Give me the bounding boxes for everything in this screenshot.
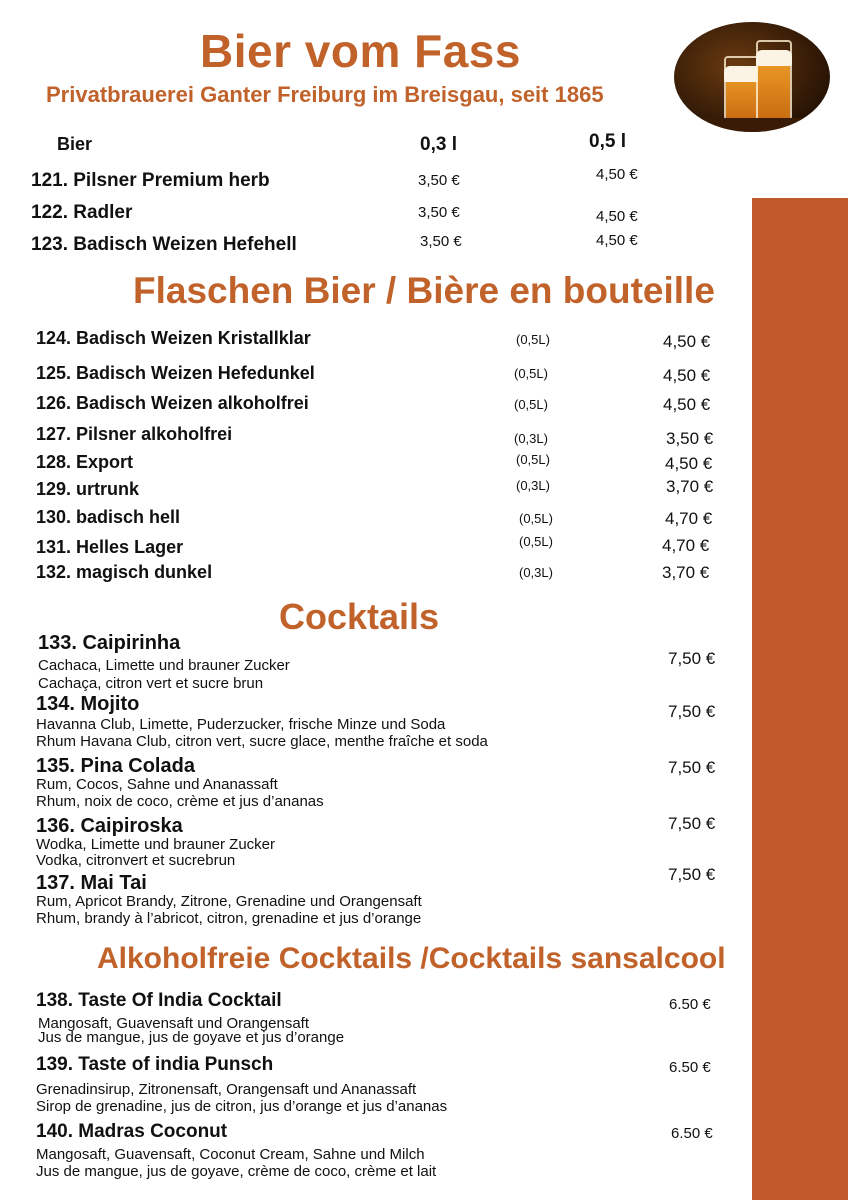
menu-item-price: 7,50 € [668, 758, 716, 777]
menu-item-name: 140. Madras Coconut [36, 1121, 228, 1142]
menu-item-description-fr: Jus de mangue, jus de goyave, crème de coco, crème et lait [36, 1163, 437, 1180]
menu-item-volume: (0,5L) [519, 534, 553, 549]
menu-item-price: 4,50 € [663, 395, 711, 414]
menu-item-description-de: Mangosaft, Guavensaft und Orangensaft [38, 1015, 310, 1032]
menu-item-price: 7,50 € [668, 865, 716, 884]
menu-item-price: 3,70 € [666, 477, 714, 496]
draft-label: Bier [57, 134, 93, 154]
menu-item-price: 3,50 € [418, 204, 460, 221]
menu-item-description-de: Cachaca, Limette und brauner Zucker [38, 657, 290, 674]
menu-item-volume: (0,5L) [519, 511, 553, 526]
menu-item-description-de: Rum, Cocos, Sahne und Ananassaft [36, 776, 278, 793]
menu-item-price: 4,50 € [663, 366, 711, 385]
menu-item-description-de: Grenadinsirup, Zitronensaft, Orangensaft und Ananassaft [36, 1081, 417, 1098]
menu-item-name: 130. badisch hell [36, 507, 181, 527]
menu-item-description-fr: Sirop de grenadine, jus de citron, jus d’orange et jus d’ananas [36, 1098, 448, 1115]
menu-item-name: 123. Badisch Weizen Hefehell [31, 234, 297, 255]
col-05: 0,5 l [589, 131, 626, 152]
menu-item-description-de: Havanna Club, Limette, Puderzucker, frische Minze und Soda [36, 716, 446, 733]
col-03: 0,3 l [420, 134, 457, 155]
menu-item-name: 126. Badisch Weizen alkoholfrei [36, 393, 309, 413]
menu-item-volume: (0,5L) [514, 397, 548, 412]
menu-item-name: 122. Radler [31, 202, 133, 223]
menu-item-price: 4,50 € [596, 232, 638, 249]
menu-item-price: 7,50 € [668, 702, 716, 721]
menu-item-description-de: Mangosaft, Guavensaft, Coconut Cream, Sahne und Milch [36, 1146, 425, 1163]
menu-item-name: 139. Taste of india Punsch [36, 1054, 274, 1075]
menu-item-volume: (0,3L) [514, 431, 548, 446]
menu-item-name: 125. Badisch Weizen Hefedunkel [36, 363, 315, 383]
menu-item-description-fr: Jus de mangue, jus de goyave et jus d’orange [38, 1029, 345, 1046]
menu-item-name: 135. Pina Colada [36, 755, 195, 777]
beer-glasses-photo [674, 22, 830, 132]
menu-item-price: 4,50 € [596, 166, 638, 183]
menu-item-price: 6.50 € [669, 996, 711, 1013]
menu-item-price: 6.50 € [671, 1125, 713, 1142]
menu-item-name: 128. Export [36, 452, 134, 472]
page-title: Bier vom Fass [200, 25, 521, 77]
menu-item-volume: (0,3L) [519, 565, 553, 580]
menu-item-price: 3,70 € [662, 563, 710, 582]
section-heading: Flaschen Bier / Bière en bouteille [133, 270, 715, 311]
menu-item-name: 127. Pilsner alkoholfrei [36, 424, 233, 444]
menu-item-price: 4,70 € [665, 509, 713, 528]
menu-item-description-de: Wodka, Limette und brauner Zucker [36, 836, 276, 853]
menu-item-price: 7,50 € [668, 649, 716, 668]
menu-item-volume: (0,5L) [516, 452, 550, 467]
section-heading: Alkoholfreie Cocktails /Cocktails sansalcool [97, 942, 726, 975]
menu-item-name: 124. Badisch Weizen Kristallklar [36, 328, 311, 348]
menu-item-name: 132. magisch dunkel [36, 562, 213, 582]
menu-item-name: 131. Helles Lager [36, 537, 184, 557]
menu-item-description-fr: Cachaça, citron vert et sucre brun [38, 675, 264, 692]
menu-item-price: 4,50 € [663, 332, 711, 351]
menu-item-description-fr: Rhum, noix de coco, crème et jus d’ananas [36, 793, 324, 810]
menu-item-description-de: Rum, Apricot Brandy, Zitrone, Grenadine und Orangensaft [36, 893, 422, 910]
menu-item-price: 3,50 € [420, 233, 462, 250]
section-heading: Cocktails [279, 596, 440, 637]
menu-item-price: 3,50 € [666, 429, 714, 448]
page-subtitle: Privatbrauerei Ganter Freiburg im Breisgau, seit 1865 [46, 82, 604, 107]
menu-item-price: 4,50 € [665, 454, 713, 473]
menu-item-name: 138. Taste Of India Cocktail [36, 990, 282, 1011]
menu-item-volume: (0,3L) [516, 478, 550, 493]
menu-item-name: 136. Caipiroska [36, 815, 183, 837]
menu-item-name: 129. urtrunk [36, 479, 140, 499]
menu-item-name: 134. Mojito [36, 693, 140, 715]
menu-item-volume: (0,5L) [514, 366, 548, 381]
menu-item-volume: (0,5L) [516, 332, 550, 347]
menu-item-price: 6.50 € [669, 1059, 711, 1076]
menu-item-description-fr: Rhum, brandy à l’abricot, citron, grenadine et jus d’orange [36, 910, 422, 927]
menu-item-price: 4,70 € [662, 536, 710, 555]
menu-item-name: 133. Caipirinha [38, 632, 181, 654]
menu-item-price: 3,50 € [418, 172, 460, 189]
menu-item-description-fr: Rhum Havana Club, citron vert, sucre glace, menthe fraîche et soda [36, 733, 488, 750]
menu-item-name: 137. Mai Tai [36, 872, 147, 894]
menu-item-name: 121. Pilsner Premium herb [31, 170, 270, 191]
menu-item-description-fr: Vodka, citronvert et sucrebrun [36, 852, 236, 869]
menu-item-price: 4,50 € [596, 208, 638, 225]
decorative-sidebar [752, 198, 848, 1200]
menu-item-price: 7,50 € [668, 814, 716, 833]
